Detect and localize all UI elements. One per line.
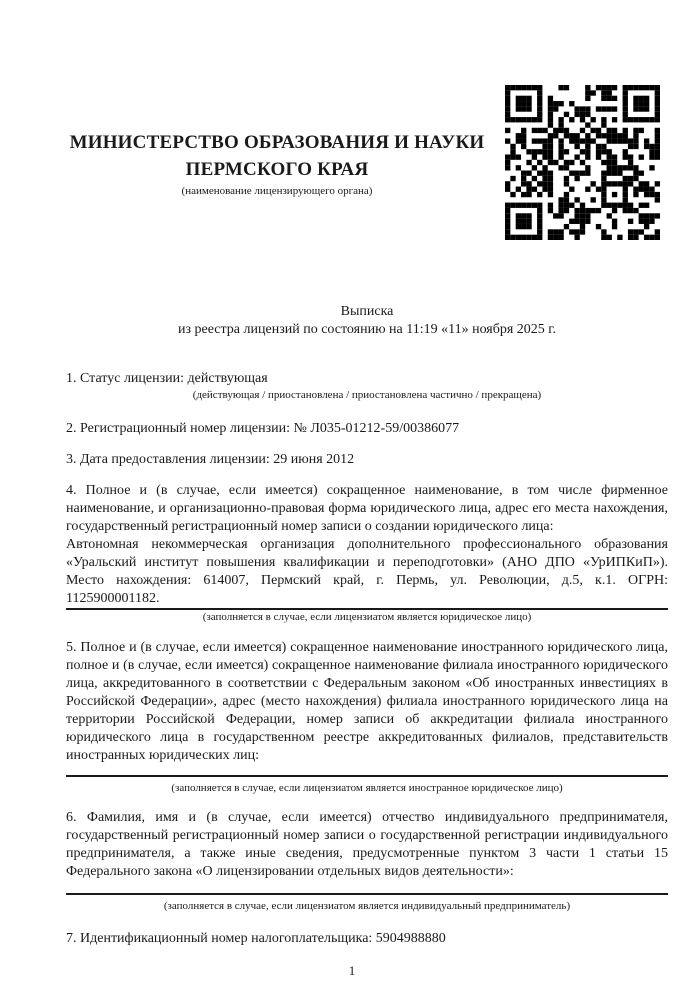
qr-code — [505, 85, 660, 240]
page-number: 1 — [348, 963, 356, 978]
document-title-line1: Выписка — [340, 304, 394, 319]
ministry-name-line2: ПЕРМСКОГО КРАЯ — [185, 159, 369, 180]
item-6-caption: (заполняется в случае, если лицензиатом является индивидуальный предприниматель) — [163, 900, 571, 912]
item-5-fill-line — [66, 775, 668, 777]
item-6-fill-line — [66, 893, 668, 895]
item-5-foreign-entity — [66, 639, 668, 796]
item-7-taxpayer-number — [66, 930, 668, 948]
item-6-individual-entrepreneur — [66, 809, 668, 914]
item-2-registration-number — [66, 420, 668, 438]
item-3-grant-date — [66, 451, 668, 469]
item-2-text: 2. Регистрационный номер лицензии: № Л035-01212-59/00386077 — [66, 421, 460, 436]
item-3-text: 3. Дата предоставления лицензии: 29 июня 2012 — [66, 452, 355, 467]
item-1-license-status — [66, 370, 668, 403]
item-4-prompt: 4. Полное и (в случае, если имеется) сокращенное наименование, в том числе фирменное наименование, и организационно-правовая форма юридического лица, адрес его места нахождения, государственный регистрационный номер записи о создании юридического лица: — [66, 483, 668, 534]
item-4-caption: (заполняется в случае, если лицензиатом является юридическое лицо) — [202, 611, 532, 623]
document-title-line2: из реестра лицензий по состоянию на 11:19 «11» ноября 2025 г. — [178, 322, 556, 337]
item-5-prompt: 5. Полное и (в случае, если имеется) сокращенное наименование иностранного юридического лица, полное и (в случае, если имеется) сокращенное наименование филиала иностранного юридического лица, аккредитованного в соответствии с Федеральным законом «Об иностранных инвестициях в Российской Федерации», адрес (место нахождения) филиала иностранного юридического лица на территории Российской Федерации, номер записи об аккредитации филиала иностранного юридического лица в государственном реестре аккредитованных филиалов, представительств иностранных юридических лиц: — [66, 640, 668, 763]
ministry-name-line1: МИНИСТЕРСТВО ОБРАЗОВАНИЯ И НАУКИ — [69, 132, 485, 153]
item-6-prompt: 6. Фамилия, имя и (в случае, если имеется) отчество индивидуального предпринимателя, государственный регистрационный номер записи о государственной регистрации индивидуального предпринимателя, а также иные сведения, предусмотренные пунктом 3 части 1 статьи 15 Федерального закона «О лицензировании отдельных видов деятельности»: — [66, 810, 668, 879]
item-4-legal-entity — [66, 482, 668, 625]
item-1-caption: (действующая / приостановлена / приостановлена частично / прекращена) — [192, 389, 542, 401]
document-title — [66, 303, 668, 339]
item-1-text: 1. Статус лицензии: действующая — [66, 371, 268, 386]
item-7-text: 7. Идентификационный номер налогоплательщика: 5904988880 — [66, 931, 446, 946]
licensing-authority-header — [66, 129, 488, 199]
licensing-authority-caption: (наименование лицензирующего органа) — [181, 185, 373, 197]
item-4-value: Автономная некоммерческая организация дополнительного профессионального образования «Уральский институт повышения квалификации и переподготовки» (АНО ДПО «УрИПКиП»). Место нахождения: 614007, Пермский край, г. Пермь, ул. Революции, д.5, к.1. ОГРН: 1125900001182. — [66, 537, 668, 606]
item-5-caption: (заполняется в случае, если лицензиатом является иностранное юридическое лицо) — [171, 782, 563, 794]
